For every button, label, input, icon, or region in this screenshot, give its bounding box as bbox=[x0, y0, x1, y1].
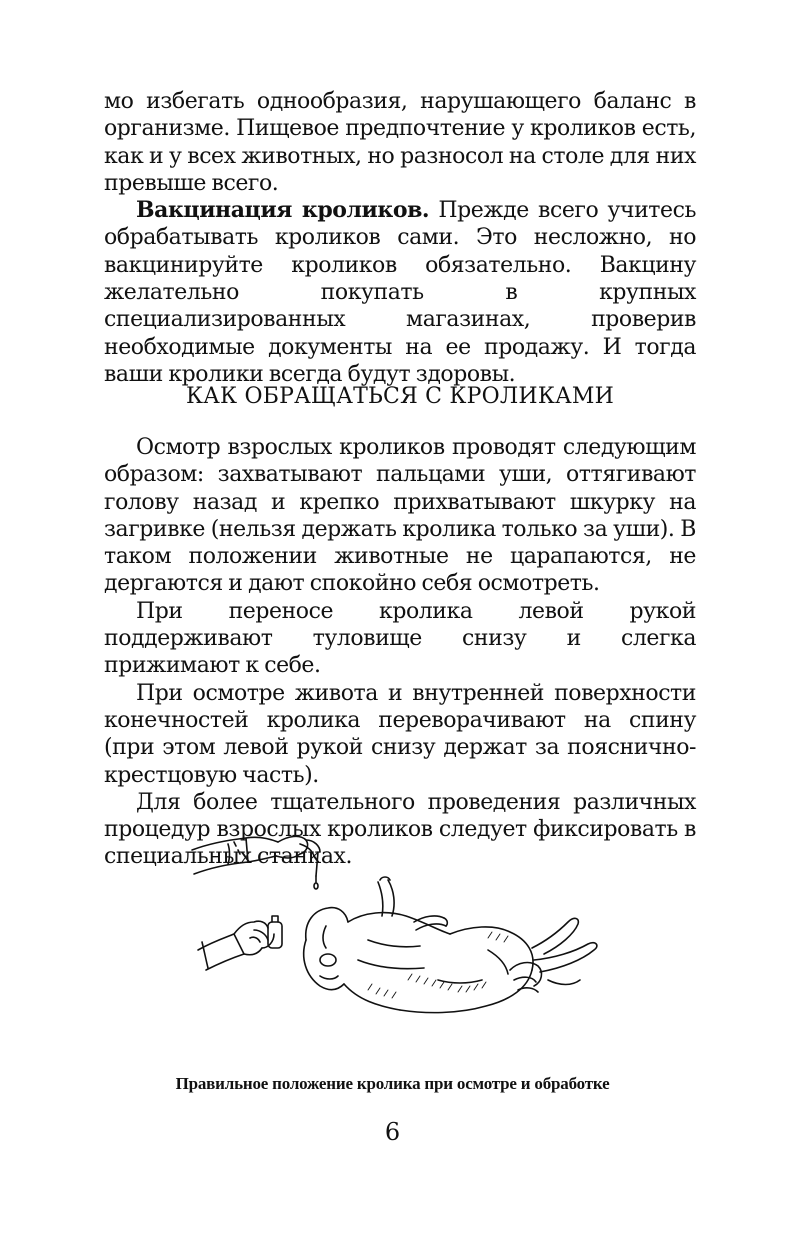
shading-hatch-icon bbox=[368, 932, 508, 998]
page-number: 6 bbox=[384, 1118, 401, 1146]
section-heading: КАК ОБРАЩАТЬСЯ С КРОЛИКАМИ bbox=[185, 384, 615, 409]
rabbit-handling-illustration bbox=[188, 830, 618, 1040]
upper-hand-icon bbox=[192, 836, 320, 889]
paragraph-belly-inspection: При осмотре живота и внутренней поверхности конечностей кролика переворачивают на спину (при этом левой рукой снизу держат за пояснично-крестцовую часть). bbox=[104, 680, 696, 788]
lower-hand-icon bbox=[198, 916, 282, 970]
paragraph-vaccination-text: Прежде всего учитесь обрабатывать кроликов сами. Это несложно, но вакцинируйте кроликов обязательно. Вакцину желательно покупать в крупных специализированных магазинах, проверив необходимые документы на ее продажу. И тогда ваши кролики всегда будут здоровы. bbox=[104, 198, 696, 387]
paragraph-inspection: Осмотр взрослых кроликов проводят следующим образом: захватывают пальцами уши, оттягивают голову назад и крепко прихватывают шкурку на загривке (нельзя держать кролика только за уши). В таком положении животные не царапаются, не дергаются и дают спокойно себя осмотреть. bbox=[104, 435, 696, 597]
rabbit-icon bbox=[304, 877, 597, 1013]
section-body bbox=[104, 434, 696, 871]
paragraph-continuation: мо избегать однообразия, нарушающего баланс в организме. Пищевое предпочтение у кроликов есть, как и у всех животных, но разносол на столе для них превыше всего. bbox=[104, 89, 696, 196]
paragraph-vaccination-title: Вакцинация кроликов. bbox=[136, 197, 430, 224]
paragraph-carrying: При переносе кролика левой рукой поддерживают туловище снизу и слегка прижимают к себе. bbox=[104, 598, 696, 679]
paragraph-fixation: Для более тщательного проведения различных процедур взрослых кроликов следует фиксировать в специальных станках. bbox=[104, 789, 696, 870]
paragraph-vaccination bbox=[104, 197, 696, 388]
page-content bbox=[104, 88, 696, 870]
figure-caption: Правильное положение кролика при осмотре и обработке bbox=[175, 1074, 610, 1093]
